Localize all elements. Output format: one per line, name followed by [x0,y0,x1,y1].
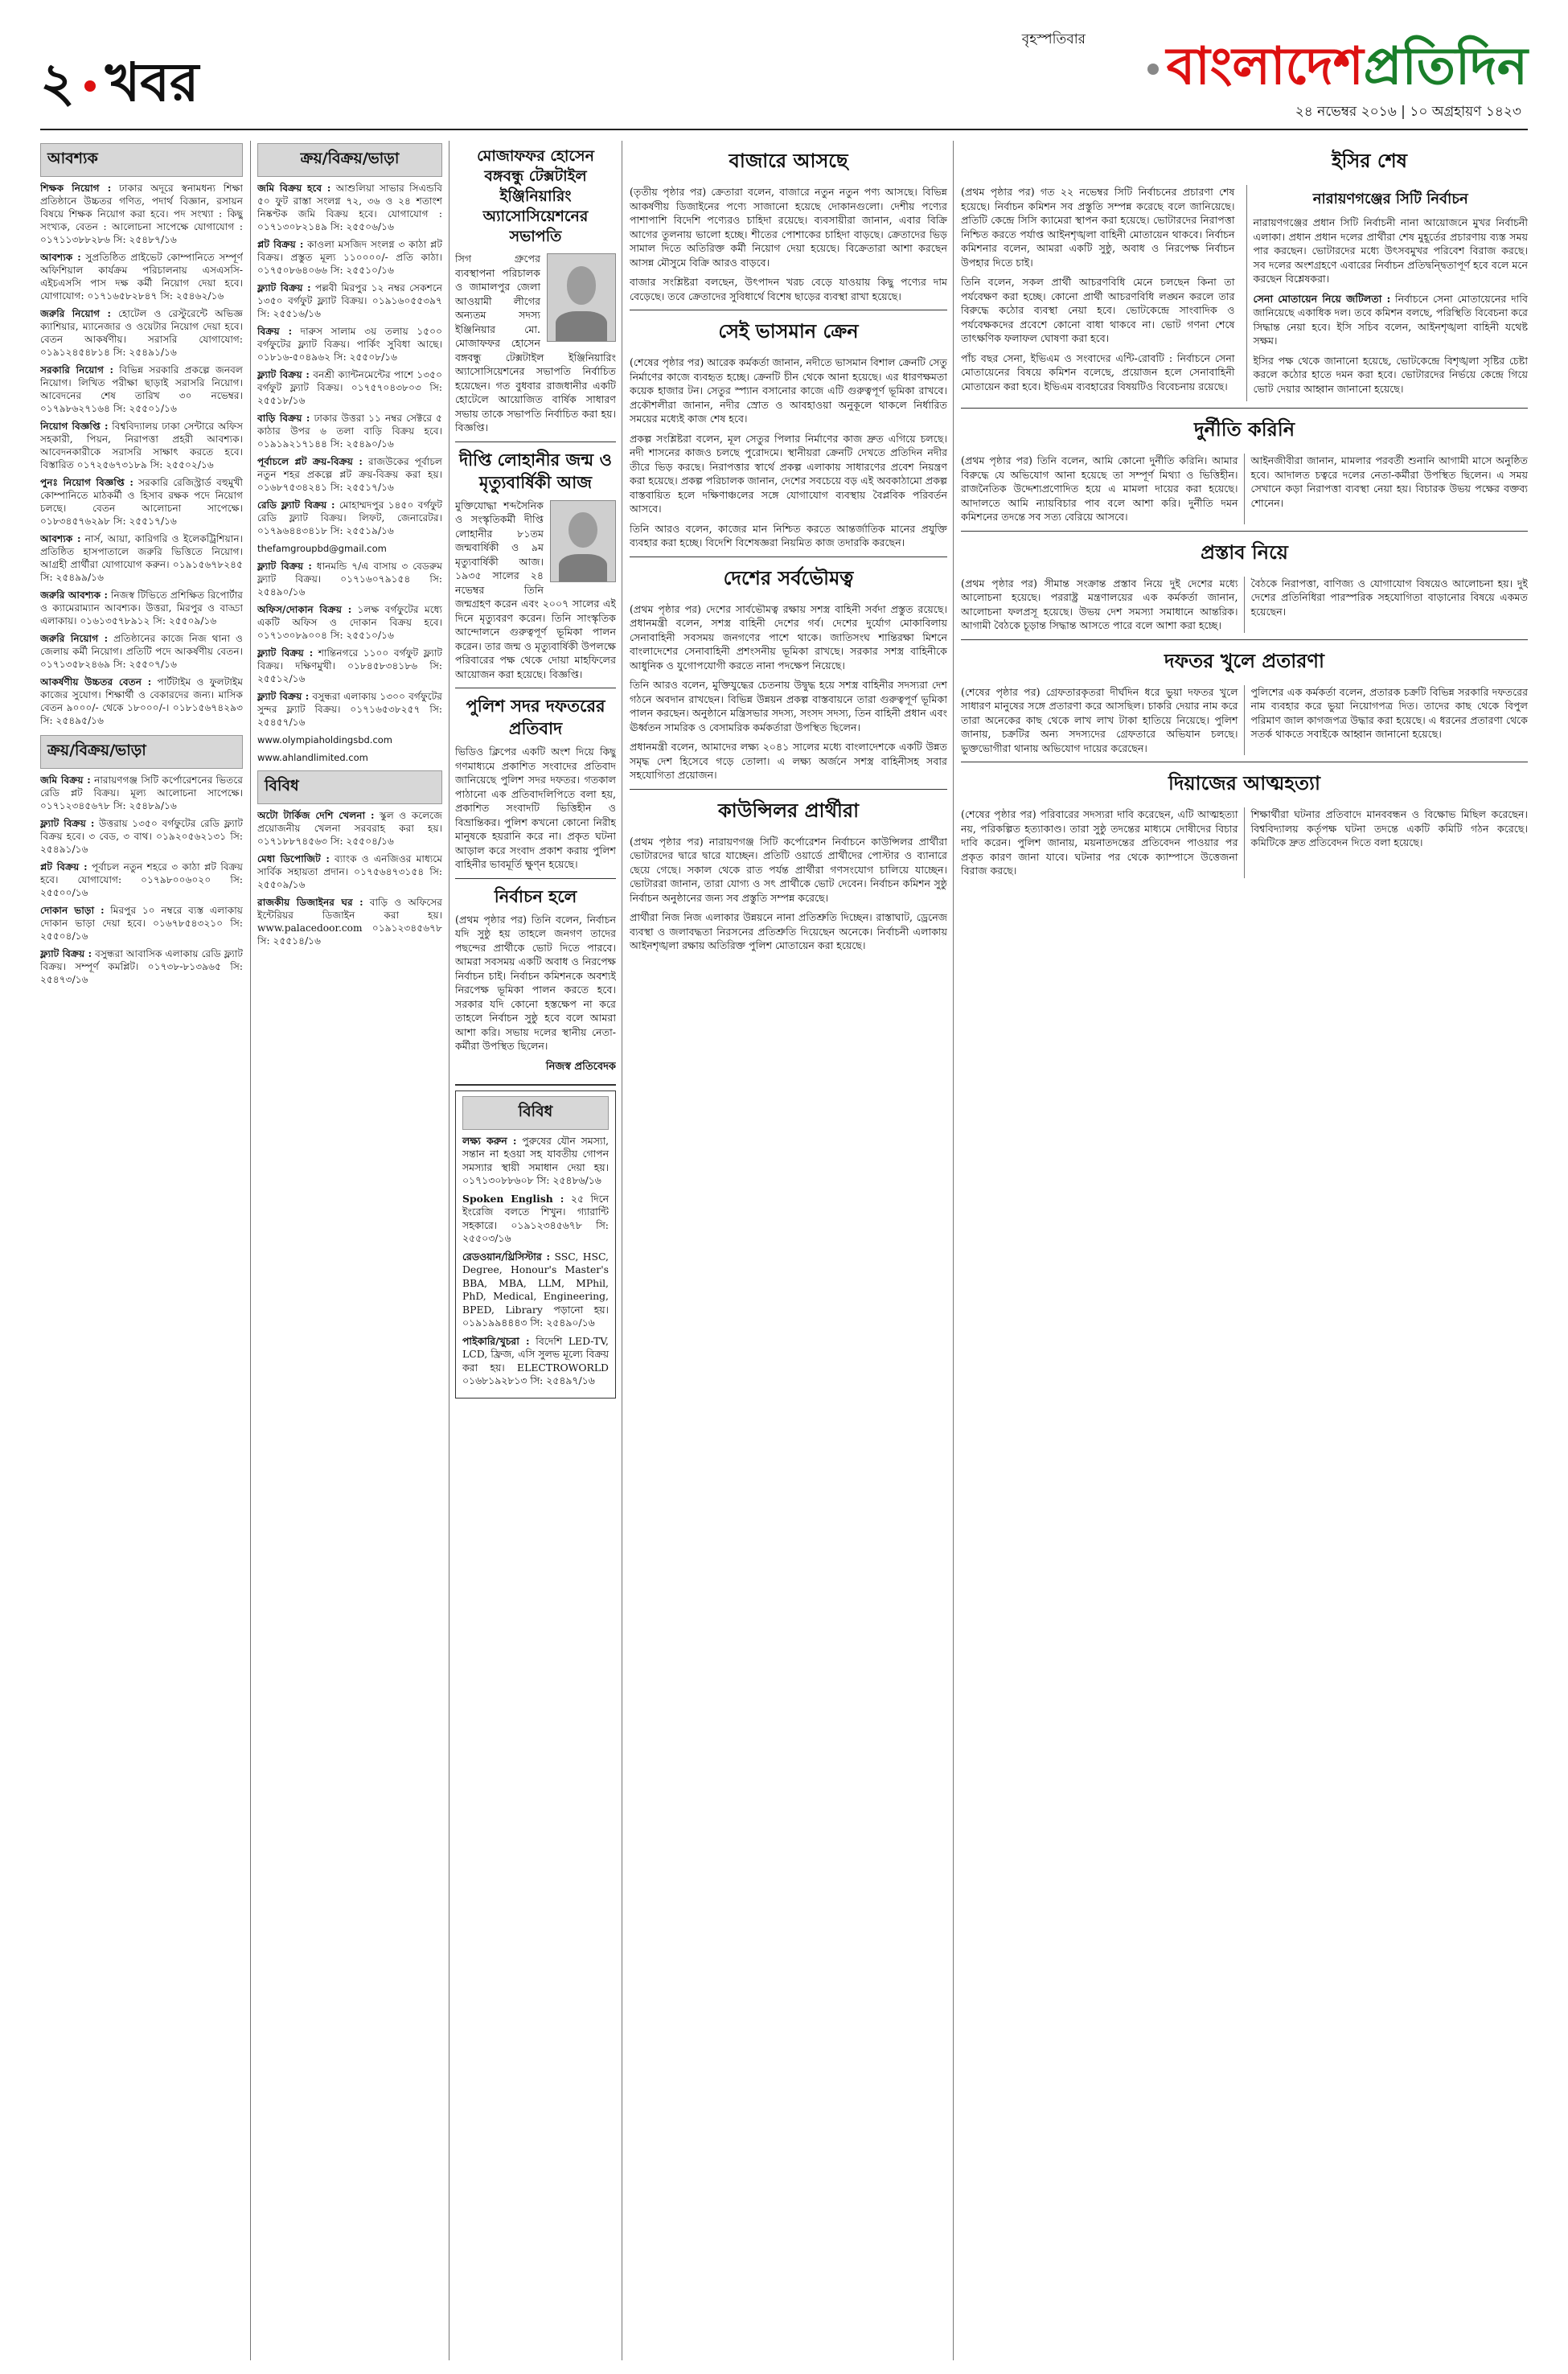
article-body [961,185,1235,401]
section-name: খবর [105,51,199,113]
headline: দুর্নীতি করিনি [1193,418,1295,441]
classified-ad: পূর্বাচলে প্লট ক্রয়-বিক্রয় : রাজউকের পূর্বাচল নতুন শহর প্রকল্পে প্লট ক্রয়-বিক্রয় করা হয়। ০১৬৮৭৫৩৪২৪১ সি: ২৫৫১৭/১৬ [257,456,442,493]
classified-ad: ফ্ল্যাট বিক্রয় : বনশ্রী ক্যান্টনমেন্টের পাশে ১৩৫০ বর্গফুট ফ্ল্যাট বিক্রয়। ০১৭৫৭০৪৩৮০৩ সি: ২৫৫১৮/১৬ [257,369,442,406]
classified-ad: মেধা ডিপোজিট : ব্যাংক ও এনজিওর মাধ্যমে সার্বিক সহায়তা প্রদান। ০১৭৫৬৪৭৩১৫৪ সি: ২৫৫০৯/১৬ [257,853,442,890]
classified-ad: আবশ্যক : নার্স, আয়া, কারিগরি ও ইলেকট্রিশিয়ান। প্রতিষ্ঠিত হাসপাতালে জরুরি ভিত্তিতে নিয়োগ। আগ্রহী প্রার্থীরা যোগাযোগ করুন। ০১৯১৫৬৭৮২৪৫ সি: ২৫৪৯৯/১৬ [40,533,243,583]
classified-ad: দোকান ভাড়া : মিরপুর ১০ নম্বরে ব্যস্ত এলাকায় দোকান ভাড়া দেয়া হবে। ০১৬৭৮৫৪৩২১০ সি: ২৫৫০৪/১৬ [40,905,243,942]
misc-box [455,1090,616,1399]
paragraph: শিক্ষার্থীরা ঘটনার প্রতিবাদে মানববন্ধন ও বিক্ষোভ মিছিল করেছেন। বিশ্ববিদ্যালয় কর্তৃপক্ষ ঘটনা তদন্তে একটি কমিটি গঠন করেছে। কমিটিকে দ্রুত প্রতিবেদন দিতে বলা হয়েছে। [1250,808,1528,848]
weekday: বৃহস্পতিবার [1021,31,1086,47]
paragraph: বাজার সংশ্লিষ্টরা বলছেন, উৎপাদন খরচ বেড়ে যাওয়ায় কিছু পণ্যের দাম বেড়েছে। তবে ক্রেতাদের সুবিধার্থে বিশেষ ছাড়ের ব্যবস্থা রাখা হয়েছে। [630,276,947,302]
news-column-center [630,143,947,2359]
headline: কাউন্সিলর প্রার্থীরা [717,799,860,822]
classified-ad: জরুরি নিয়োগ : হোটেল ও রেস্টুরেন্টে অভিজ্ঞ ক্যাশিয়ার, ম্যানেজার ও ওয়েটার নিয়োগ দেয়া হবে। বেতন আকর্ষণীয়। সরাসরি যোগাযোগ: ০১৯১২৪৫৪৮১৪ সি: ২৫৪৯১/১৬ [40,308,243,358]
web-link[interactable]: www.ahlandlimited.com [257,752,368,763]
headline: দফতর খুলে প্রতারণা [1164,649,1324,672]
page-header [40,42,199,130]
classified-ad: প্লট বিক্রয় : কাওলা মসজিদ সংলগ্ন ৩ কাঠা প্লট বিক্রয়। প্রস্তুত মূল্য ১১০০০০/- প্রতি কাঠা। ০১৭৫০৮৬৪০৬৬ সি: ২৫৫১০/১৬ [257,239,442,276]
classifieds-column-left [40,143,243,2359]
paragraph: তিনি বলেন, সকল প্রার্থী আচরণবিধি মেনে চলছেন কিনা তা পর্যবেক্ষণ করা হচ্ছে। কোনো প্রার্থী আচরণবিধি লঙ্ঘন করলে তার বিরুদ্ধে কঠোর ব্যবস্থা নেয়া হবে। ভোটকেন্দ্রে সাংবাদিক ও পর্যবেক্ষকদের প্রবেশে কোনো বাধা থাকবে না। ভোট গণনা শেষে তাৎক্ষণিক ফলাফল ঘোষণা করা হবে। [961,276,1235,344]
paragraph: নারায়ণগঞ্জের প্রধান সিটি নির্বাচনী নানা আয়োজনে মুখর নির্বাচনী এলাকা। প্রধান প্রধান দলের প্রার্থীরা শেষ মুহূর্তের প্রচারণায় ব্যস্ত সময় পার করছেন। ভোটারদের মধ্যে উৎসবমুখর পরিবেশ বিরাজ করছে। সব দলের অংশগ্রহণে এবারের নির্বাচন প্রতিদ্বন্দ্বিতাপূর্ণ হবে বলে মনে করছেন বিশ্লেষকরা। [1253,216,1528,285]
headline: দেশের সর্বভৌমত্ব [723,566,854,589]
headline: সেই ভাসমান ক্রেন [718,320,859,343]
paragraph: তিনি আরও বলেন, মুক্তিযুদ্ধের চেতনায় উদ্বুদ্ধ হয়ে সশস্ত্র বাহিনীর সদস্যরা দেশ গঠনে অবদান রাখছেন। বিভিন্ন উন্নয়ন প্রকল্প বাস্তবায়নে তারা গুরুত্বপূর্ণ ভূমিকা পালন করছেন। অনুষ্ঠানে মন্ত্রিসভার সদস্য, সংসদ সদস্য, তিন বাহিনী প্রধান এবং ঊর্ধ্বতন সামরিক ও বেসামরিক কর্মকর্তারা উপস্থিত ছিলেন। [630,679,947,733]
article-body [961,685,1528,756]
paragraph: প্রধানমন্ত্রী বলেন, আমাদের লক্ষ্য ২০৪১ সালের মধ্যে বাংলাদেশকে একটি উন্নত সমৃদ্ধ দেশ হিসেবে গড়ে তোলা। এ লক্ষ্য অর্জনে সশস্ত্র বাহিনীসহ সবার সহযোগিতা প্রয়োজন। [630,741,947,781]
paragraph: (শেষের পৃষ্ঠার পর) পরিবারের সদস্যরা দাবি করেছেন, এটি আত্মহত্যা নয়, পরিকল্পিত হত্যাকাণ্ড। তারা সুষ্ঠু তদন্তের মাধ্যমে দোষীদের বিচার দাবি করেন। পুলিশ জানায়, ময়নাতদন্তের প্রতিবেদন পাওয়ার পর প্রকৃত কারণ জানা যাবে। ঘটনার পর থেকে ক্যাম্পাসে উত্তেজনা বিরাজ করছে। [961,808,1238,877]
article-body: সিগ গ্রুপের ব্যবস্থাপনা পরিচালক ও জামালপুর জেলা আওয়ামী লীগের অন্যতম সদস্য ইঞ্জিনিয়ার মো. মোজাফফর হোসেন বঙ্গবন্ধু টেক্সটাইল ইঞ্জিনিয়ারিং অ্যাসোসিয়েশনের সভাপতি নির্বাচিত হয়েছেন। গত বুধবার রাজধানীর একটি হোটেলে আয়োজিত বার্ষিক সাধারণ সভায় তাকে সভাপতি নির্বাচিত করা হয়। বিজ্ঞপ্তি। [455,253,616,433]
classified-misc-list [257,809,442,947]
section-header-misc: বিবিধ [462,1096,609,1130]
classified-ad: অফিস/দোকান বিক্রয় : ১লক্ষ বর্গফুটের মধ্যে একটি অফিস ও দোকান বিক্রয় হবে। ০১৭১৩০৮৯০০৪ সি: ২৫৫১০/১৬ [257,604,442,641]
brand-part2: প্রতিদিন [1363,37,1528,97]
classified-ad: ফ্ল্যাট বিক্রয় : বসুন্ধরা আবাসিক এলাকায় রেডি ফ্ল্যাট বিক্রয়। সম্পূর্ণ কমপ্লিট। ০১৭৩৮-৮১৩৯৬৫ সি: ২৫৪৭৩/১৬ [40,948,243,985]
paragraph: (শেষের পৃষ্ঠার পর) আরেক কর্মকর্তা জানান, নদীতে ভাসমান বিশাল ক্রেনটি সেতু নির্মাণের কাজে ব্যবহৃত হচ্ছে। ক্রেনটি চীন থেকে আনা হয়েছে। এর ধারণক্ষমতা কয়েক হাজার টন। সেতুর স্প্যান বসানোর কাজে এটি গুরুত্বপূর্ণ ভূমিকা রাখবে। প্রকৌশলীরা জানান, নদীর স্রোত ও আবহাওয়া অনুকূলে থাকলে নির্ধারিত সময়ের মধ্যেই কাজ শেষ হবে। [630,356,947,425]
masthead [40,19,1528,140]
headline: পুলিশ সদর দফতরের প্রতিবাদ [466,696,605,738]
article-body [1254,216,1529,396]
red-dot-icon [84,80,96,92]
article-body [630,185,947,303]
classified-sale-list [40,774,243,986]
classified-ad: পাইকারি/খুচরা : বিদেশি LED-TV, LCD, ফ্রিজ, এসি সুলভ মূল্যে বিক্রয় করা হয়। ELECTROWORLD ০১৬৮১৯২৮১৩ সি: ২৫৪৯৭/১৬ [462,1334,609,1386]
paragraph: তিনি আরও বলেন, কাজের মান নিশ্চিত করতে আন্তর্জাতিক মানের প্রযুক্তি ব্যবহার করা হচ্ছে। বিদেশি বিশেষজ্ঞরা নিয়মিত কাজ তদারকি করছেন। [630,522,947,548]
announcements-column [455,143,616,2359]
paragraph: (তৃতীয় পৃষ্ঠার পর) ক্রেতারা বলেন, বাজারে নতুন নতুন পণ্য আসছে। বিভিন্ন আকর্ষণীয় ডিজাইনের পণ্যে সাজানো হয়েছে দোকানগুলো। দেশীয় পণ্যের পাশাপাশি বিদেশি পণ্যেরও চাহিদা রয়েছে। ব্যবসায়ীরা জানান, এবার বিক্রি আগের তুলনায় ভালো হচ্ছে। শীতের পোশাকের চাহিদা বাড়ছে। ক্রেতাদের ভিড় সামাল দিতে অতিরিক্ত কর্মী নিয়োগ দেয়া হয়েছে। বিক্রেতারা আশা করছেন আসন্ন মৌসুমে বিক্রি আরও বাড়বে। [630,186,947,269]
classified-ad: জমি বিক্রয় হবে : আশুলিয়া সাভার সিএন্ডবি ৫০ ফুট রাস্তা সংলগ্ন ৭২, ৩৬ ও ২৪ শতাংশ নিষ্কণ্টক জমি বিক্রয় হবে। যোগাযোগ : ০১৭১৩০৮২১৪৯ সি: ২৫৫০৬/১৬ [257,183,442,232]
classified-ad: নিয়োগ বিজ্ঞপ্তি : বিশ্ববিদ্যালয় ঢাকা সেন্টারে অফিস সহকারী, পিয়ন, নিরাপত্তা প্রহরী আবশ্যক। আবেদনকারীকে সরাসরি সাক্ষাৎ করতে হবে। বিস্তারিত ০১৭২৫৬৭৩১৮৯ সি: ২৫৫০২/১৬ [40,421,243,470]
paragraph: প্রার্থীরা নিজ নিজ এলাকার উন্নয়নে নানা প্রতিশ্রুতি দিচ্ছেন। রাস্তাঘাট, ড্রেনেজ ব্যবস্থা ও জলাবদ্ধতা নিরসনের প্রতিশ্রুতি দিয়েছেন অনেকে। নির্বাচনী এলাকায় আইনশৃঙ্খলা রক্ষায় অতিরিক্ত পুলিশ মোতায়েন করা হয়েছে। [630,911,947,951]
web-link[interactable]: www.olympiaholdingsbd.com [257,734,393,745]
brand-logo [1147,27,1528,113]
article-body [961,454,1528,524]
classified-ad: বিক্রয় : দারুস সালাম ৩য় তলায় ১৫০০ বর্গফুটের ফ্ল্যাট বিক্রয়। পার্কিং সুবিধা আছে। ০১৮১৬-৫০৪৯৬২ সি: ২৫৫০৮/১৬ [257,326,442,363]
classified-ad: রেডওয়ান/থ্রিসিস্টার : SSC, HSC, Degree, Honour's Master's BBA, MBA, LLM, MPhil, PhD, Medical, Engineering, BPED, Library পড়ানো হয়। ০১৯১৯৯৪৪৪৩ সি: ২৫৪৯০/১৬ [462,1250,609,1329]
section-header-misc: বিবিধ [257,770,442,804]
classified-list [40,182,243,727]
paragraph: (প্রথম পৃষ্ঠার পর) নারায়ণগঞ্জ সিটি কর্পোরেশন নির্বাচনে কাউন্সিলর প্রার্থীরা ভোটারদের দ্বারে দ্বারে যাচ্ছেন। প্রতিটি ওয়ার্ডে প্রার্থীদের পোস্টার ও ব্যানারে ছেয়ে গেছে। সকাল থেকে রাত পর্যন্ত প্রার্থীরা গণসংযোগ চালিয়ে যাচ্ছেন। ভোটাররা জানান, তারা যোগ্য ও সৎ প্রার্থীকে ভোট দেবেন। নির্বাচন কমিশন সুষ্ঠু নির্বাচন অনুষ্ঠানের জন্য সব প্রস্তুতি সম্পন্ন করেছে। [630,835,947,904]
paragraph: আইনজীবীরা জানান, মামলার পরবর্তী শুনানি আগামী মাসে অনুষ্ঠিত হবে। আদালত চত্বরে দলের নেতা-কর্মীরা উপস্থিত ছিলেন। এ সময় সেখানে কড়া নিরাপত্তা ব্যবস্থা নেয়া হয়। বিচারক উভয় পক্ষের বক্তব্য শোনেন। [1250,454,1528,509]
web-link[interactable]: thefamgroupbd@gmail.com [257,543,387,554]
classifieds-column-mid [257,143,442,2359]
issue-date: ২৪ নভেম্বর ২০১৬ | ১০ অগ্রহায়ণ ১৪২৩ [1295,104,1521,120]
classified-ad: রেডি ফ্ল্যাট বিক্রয় : মোহাম্মদপুর ১৪৫০ বর্গফুট রেডি ফ্ল্যাট বিক্রয়। লিফট, জেনারেটর। ০১৭৯৬৪৪৩৪১৮ সি: ২৫৫১৯/১৬ [257,499,442,536]
classified-ad: আবশ্যক : সুপ্রতিষ্ঠিত প্রাইভেট কোম্পানিতে সম্পূর্ণ অফিশিয়াল কার্যক্রম পরিচালনায় এসএসসি-এইচএসসি পাস দক্ষ কর্মী নিয়োগ দেয়া হবে। যোগাযোগ: ০১৭১৬৫৮২৮৪৭ সি: ২৫৪৬২/১৬ [40,252,243,302]
classified-misc-list [462,1135,609,1388]
section-header-wanted: আবশ্যক [40,143,243,177]
classified-ad: রাজকীয় ডিজাইনর ঘর : বাড়ি ও অফিসের ইন্টেরিয়র ডিজাইন করা হয়। www.palacedoor.com ০১৯১২৩৪৫৬৭৮ সি: ২৫৫১৪/১৬ [257,897,442,947]
article-body [630,835,947,953]
classified-ad: ফ্ল্যাট বিক্রয় : উত্তরায় ১৩৫০ বর্গফুটের রেডি ফ্ল্যাট বিক্রয় হবে। ৩ বেড, ৩ বাথ। ০১৯২০৫৬২১৩১ সি: ২৫৪৯১/১৬ [40,818,243,855]
article-body [630,355,947,550]
headline: মোজাফফর হোসেন বঙ্গবন্ধু টেক্সটাইল ইঞ্জিনিয়ারিং অ্যাসোসিয়েশনের সভাপতি [477,147,594,245]
brand-part1: বাংলাদেশ [1166,37,1364,97]
article-body: ভিডিও ক্লিপের একটি অংশ দিয়ে কিছু গণমাধ্যমে প্রকাশিত সংবাদের প্রতিবাদ জানিয়েছে পুলিশ সদর দফতর। গতকাল পাঠানো এক প্রতিবাদলিপিতে বলা হয়, প্রকাশিত সংবাদটি ভিত্তিহীন ও বিভ্রান্তিকর। পুলিশ কখনো কোনো নিরীহ মানুষকে হয়রানি করে না। প্রকৃত ঘটনা আড়াল করে সংবাদ প্রকাশ করায় পুলিশ বাহিনীর ভাবমূর্তি ক্ষুণ্ন হয়েছে। [455,745,616,870]
section-header-sale: ক্রয়/বিক্রয়/ভাড়া [40,735,243,769]
news-column-right [961,143,1528,2359]
column-divider [250,141,251,2360]
paragraph: (প্রথম পৃষ্ঠার পর) গত ২২ নভেম্বর সিটি নির্বাচনের প্রচারণা শেষ হয়েছে। নির্বাচন কমিশন সব প্রস্তুতি সম্পন্ন করেছে বলে জানিয়েছে। প্রতিটি কেন্দ্রে সিসি ক্যামেরা স্থাপন করা হয়েছে। ভোটারদের নিরাপত্তা নিশ্চিত করতে পর্যাপ্ত আইনশৃঙ্খলা বাহিনী মোতায়েন থাকবে। নির্বাচন কমিশনার বলেন, আমরা একটি সুষ্ঠু, অবাধ ও নিরপেক্ষ নির্বাচন উপহার দিতে চাই। [961,186,1235,269]
headline: দীপ্তি লোহানীর জন্ম ও মৃত্যুবার্ষিকী আজ [459,450,612,492]
classified-ad: পুনঃ নিয়োগ বিজ্ঞপ্তি : সরকারি রেজিস্ট্রার্ড বহুমুখী কোম্পানিতে মাঠকর্মী ও হিসাব রক্ষক পদে নিয়োগ চলছে। বেতন আলোচনা সাপেক্ষে। ০১৮৩৪৫৭৬২৯৮ সি: ২৫৫১৭/১৬ [40,477,243,527]
paragraph: (প্রথম পৃষ্ঠার পর) দেশের সার্বভৌমত্ব রক্ষায় সশস্ত্র বাহিনী সর্বদা প্রস্তুত রয়েছে। প্রধানমন্ত্রী বলেন, সশস্ত্র বাহিনী দেশের গর্ব। দেশের দুর্যোগ মোকাবিলায় সেনাবাহিনী সবসময় জনগণের পাশে থাকে। জাতিসংঘ শান্তিরক্ষা মিশনে বাংলাদেশের সেনাবাহিনী প্রশংসনীয় ভূমিকা রাখছে। সরকার সশস্ত্র বাহিনীকে আধুনিক ও যুগোপযোগী করতে নানা পদক্ষেপ নিয়েছে। [630,602,947,672]
classified-ad: প্লট বিক্রয় : পূর্বাচল নতুন শহরে ৩ কাঠা প্লট বিক্রয় হবে। যোগাযোগ: ০১৭৯৮০০৬০২০ সি: ২৫৫০০/১৬ [40,861,243,898]
classified-ad: অটো টার্কিজ দেশি খেলনা : স্কুল ও কলেজে প্রয়োজনীয় খেলনা সরবরাহ করা হয়। ০১৭১৮৮৭৪৫৬৩ সি: ২৫৫০৪/১৬ [257,810,442,847]
paragraph: পাঁচ বছর সেনা, ইভিএম ও সংবাদের এন্টি-রোবটি : নির্বাচনে সেনা মোতায়েনের বিষয়ে কমিশন বলেছে, প্রয়োজন হলে সেনাবাহিনী মোতায়েন করা হবে। ইভিএম ব্যবহারের বিষয়টিও বিবেচনায় রয়েছে। [961,351,1235,392]
article-body [961,807,1528,878]
portrait-photo [550,500,616,582]
paragraph: প্রকল্প সংশ্লিষ্টরা বলেন, মূল সেতুর পিলার নির্মাণের কাজ দ্রুত এগিয়ে চলছে। নদী শাসনের কাজও চলছে পুরোদমে। স্থানীয়রা ক্রেনটি দেখতে প্রতিদিন নদীর তীরে ভিড় করছে। নিরাপত্তার স্বার্থে প্রকল্প এলাকায় সাধারণের প্রবেশ নিয়ন্ত্রণ করা হয়েছে। প্রকল্প পরিচালক জানান, দেশের সবচেয়ে বড় এই অবকাঠামো প্রকল্প বাস্তবায়িত হলে দক্ষিণাঞ্চলের সঙ্গে যোগাযোগ ব্যবস্থায় বৈপ্লবিক পরিবর্তন আসবে। [630,432,947,515]
article-body [961,577,1528,633]
paragraph: সেনা মোতায়েন নিয়ে জটিলতা : নির্বাচনে সেনা মোতায়েনের দাবি জানিয়েছে একাধিক দল। তবে কমিশন বলছে, পরিস্থিতি বিবেচনা করে সিদ্ধান্ত নেয়া হবে। ইসি সচিব বলেন, আইনশৃঙ্খলা বাহিনী যথেষ্ট সক্ষম। [1253,292,1528,347]
paragraph: ইসির পক্ষ থেকে জানানো হয়েছে, ভোটকেন্দ্রে বিশৃঙ্খলা সৃষ্টির চেষ্টা করলে কঠোর হাতে দমন করা হবে। ভোটারদের নির্ভয়ে কেন্দ্রে গিয়ে ভোট দেয়ার আহ্বান জানানো হয়েছে। [1253,354,1528,395]
headline: দিয়াজের আত্মহত্যা [1168,772,1320,795]
column-divider [953,141,954,2360]
portrait-photo [547,253,616,342]
paragraph: বৈঠকে নিরাপত্তা, বাণিজ্য ও যোগাযোগ বিষয়েও আলোচনা হয়। দুই দেশের প্রতিনিধিরা পারস্পরিক সহযোগিতা বাড়ানোর বিষয়ে একমত হয়েছেন। [1250,577,1528,618]
classified-ad: জরুরি নিয়োগ : প্রতিষ্ঠানের কাজে নিজ থানা ও জেলায় কর্মী নিয়োগ। প্রতিটি পদে আকর্ষণীয় বেতন। ০১৭১৩৫৮২৪৬৯ সি: ২৫৫০৭/১৬ [40,633,243,670]
paragraph: (শেষের পৃষ্ঠার পর) গ্রেফতারকৃতরা দীর্ঘদিন ধরে ভুয়া দফতর খুলে সাধারণ মানুষের সঙ্গে প্রতারণা করে আসছিল। চাকরি দেয়ার নাম করে তারা অনেকের কাছ থেকে লাখ লাখ টাকা হাতিয়ে নিয়েছে। পুলিশ জানায়, চক্রটির অন্য সদস্যদের গ্রেফতারে অভিযান চলছে। ভুক্তভোগীরা থানায় অভিযোগ দায়ের করেছেন। [961,685,1238,754]
headline: ইসির শেষ [1332,150,1407,172]
classified-ad: বাড়ি বিক্রয় : ঢাকার উত্তরা ১১ নম্বর সেক্টরে ৫ কাঠার উপর ৬ তলা বাড়ি বিক্রয় হবে। ০১৯১৯২১৭১৪৪ সি: ২৫৪৯০/১৬ [257,413,442,450]
classified-ad: জমি বিক্রয় : নারায়ণগঞ্জ সিটি কর্পোরেশনের ভিতরে রেডি প্লট বিক্রয়। মূল্য আলোচনা সাপেক্ষে। ০১৭১২৩৪৫৬৭৮ সি: ২৫৪৮৯/১৬ [40,774,243,811]
classified-ad: জরুরি আবশ্যক : নিজস্ব টিভিতে প্রশিক্ষিত রিপোর্টার ও ক্যামেরাম্যান আবশ্যক। উত্তরা, মিরপুর ও বাড্ডা এলাকায়। ০১৬১৩৫৭৮৯১২ সি: ২৫৫০৯/১৬ [40,589,243,626]
paragraph: (প্রথম পৃষ্ঠার পর) সীমান্ত সংক্রান্ত প্রস্তাব নিয়ে দুই দেশের মধ্যে আলোচনা হয়েছে। পররাষ্ট্র মন্ত্রণালয়ের এক কর্মকর্তা জানান, আলোচনা ফলপ্রসূ হয়েছে। উভয় দেশ সমস্যা সমাধানে আন্তরিক। আগামী বৈঠকে চূড়ান্ত সিদ্ধান্ত আসতে পারে বলে আশা করা হচ্ছে। [961,577,1238,631]
article-body [630,602,947,782]
classified-list [257,182,442,537]
headline: নির্বাচন হলে [494,886,577,906]
classified-list [257,560,442,729]
classified-ad: ফ্ল্যাট বিক্রয় : শান্তিনগরে ১১০০ বর্গফুট ফ্ল্যাট বিক্রয়। দক্ষিণমুখী। ০১৮৪৫৮৩৪১৮৬ সি: ২৫৫১২/১৬ [257,647,442,684]
classified-ad: ফ্ল্যাট বিক্রয় : পল্লবী মিরপুর ১২ নম্বর সেকশনে ১৩৫০ বর্গফুট ফ্ল্যাট বিক্রয়। ০১৯১৬০৫৫৩৯৭ সি: ২৫৫১৬/১৬ [257,282,442,319]
classified-ad: ফ্ল্যাট বিক্রয় : বসুন্ধরা এলাকায় ১৩০০ বর্গফুটের সুন্দর ফ্ল্যাট বিক্রয়। ০১৭১৬৫৩৮২৫৭ সি: ২৫৪৫৭/১৬ [257,691,442,728]
section-header-sale-mid: ক্রয়/বিক্রয়/ভাড়া [257,143,442,177]
headline: নারায়ণগঞ্জের সিটি নির্বাচন [1312,191,1468,207]
article-body: (প্রথম পৃষ্ঠার পর) তিনি বলেন, নির্বাচন যদি সুষ্ঠু হয় তাহলে জনগণ তাদের পছন্দের প্রার্থীকে ভোট দিতে পারবে। আমরা সবসময় একটি অবাধ ও নিরপেক্ষ নির্বাচন চাই। নির্বাচন কমিশনকে অবশ্যই নিরপেক্ষ ভূমিকা পালন করতে হবে। সরকার যদি কোনো হস্তক্ষেপ না করে তাহলে নির্বাচন সুষ্ঠু হবে বলে আমরা আশা করি। সভায় দলের স্থানীয় নেতা-কর্মীরা উপস্থিত ছিলেন। [455,913,616,1052]
masthead-rule [40,129,1528,130]
classified-ad: শিক্ষক নিয়োগ : ঢাকার অদূরে স্বনামধন্য শিক্ষা প্রতিষ্ঠানে উচ্চতর গণিত, পদার্থ বিজ্ঞান, রসায়ন বিষয়ে শিক্ষক নিয়োগ করা হবে। পদ সংখ্যা : কিছু সংখ্যক, বেতন : আলোচনা সাপেক্ষে যোগাযোগ : ০১৭১১৩৮৮২৮৬ সি: ২৫৪৮৭/১৬ [40,183,243,245]
classified-ad: ফ্ল্যাট বিক্রয় : ধানমন্ডি ৭/এ বাসায় ৩ বেডরুম ফ্ল্যাট বিক্রয়। ০১৭১৬০৭৯১৫৪ সি: ২৫৪৯০/১৬ [257,561,442,598]
paragraph: (প্রথম পৃষ্ঠার পর) তিনি বলেন, আমি কোনো দুর্নীতি করিনি। আমার বিরুদ্ধে যে অভিযোগ আনা হয়েছে তা সম্পূর্ণ মিথ্যা ও ভিত্তিহীন। রাজনৈতিক উদ্দেশ্যপ্রণোদিত হয়ে এ মামলা দায়ের করা হয়েছে। আদালতে আমি ন্যায়বিচার পাব বলে আশা করি। দুর্নীতি দমন কমিশনের তদন্তে সব সত্য বেরিয়ে আসবে। [961,454,1238,523]
classified-ad: লক্ষ্য করুন : পুরুষের যৌন সমস্যা, সন্তান না হওয়া সহ যাবতীয় গোপন সমস্যার স্থায়ী সমাধান দেয়া হয়। ০১৭১৩০৮৮৬০৮ সি: ২৫৪৮৬/১৬ [462,1134,610,1186]
grey-dot-icon [1147,64,1159,75]
classified-ad: আকর্ষণীয় উচ্চতর বেতন : পার্টটাইম ও ফুলটাইম কাজের সুযোগ। শিক্ষার্থী ও বেকারদের জন্য। মাসিক বেতন ৯০০০/- থেকে ১৮০০০/-। ০১৮১৫৬৭৪২৯৩ সি: ২৫৪৯৫/১৬ [40,676,243,726]
classified-ad: Spoken English : ২৫ দিনে ইংরেজি বলতে শিখুন। গ্যারান্টি সহকারে। ০১৯১২৩৪৫৬৭৮ সি: ২৫৫০৩/১৬ [462,1192,609,1244]
article-body: মুক্তিযোদ্ধা শব্দসৈনিক ও সংস্কৃতিকর্মী দীপ্তি লোহানীর ৮১তম জন্মবার্ষিকী ও ৯ম মৃত্যুবার্ষিকী আজ। ১৯৩৫ সালের ২৪ নভেম্বর তিনি জন্মগ্রহণ করেন এবং ২০০৭ সালের এই দিনে মৃত্যুবরণ করেন। তিনি সাংস্কৃতিক আন্দোলনে গুরুত্বপূর্ণ ভূমিকা পালন করেন। তার জন্ম ও মৃত্যুবার্ষিকী উপলক্ষে পরিবারের পক্ষ থেকে দোয়া মাহফিলের আয়োজন করা হয়েছে। বিজ্ঞপ্তি। [455,499,616,680]
page-number: ২ [40,51,75,113]
headline: প্রস্তাব নিয়ে [1201,540,1288,564]
paragraph: পুলিশের এক কর্মকর্তা বলেন, প্রতারক চক্রটি বিভিন্ন সরকারি দফতরের নাম ব্যবহার করে ভুয়া নিয়োগপত্র দিত। তাদের কাছ থেকে বিপুল পরিমাণ জাল কাগজপত্র উদ্ধার করা হয়েছে। এ ধরনের প্রতারণা থেকে সতর্ক থাকতে সবাইকে আহ্বান জানানো হয়েছে। [1250,685,1528,740]
byline: নিজস্ব প্রতিবেদক [545,1060,616,1073]
headline: বাজারে আসছে [729,150,848,172]
classified-ad: সরকারি নিয়োগ : বিভিন্ন সরকারি প্রকল্পে জনবল নিয়োগ। লিখিত পরীক্ষা ছাড়াই সরাসরি নিয়োগ। আবেদনের শেষ তারিখ ৩০ নভেম্বর। ০১৭৯৮৬২৭১৬৪ সি: ২৫৫০১/১৬ [40,364,243,414]
